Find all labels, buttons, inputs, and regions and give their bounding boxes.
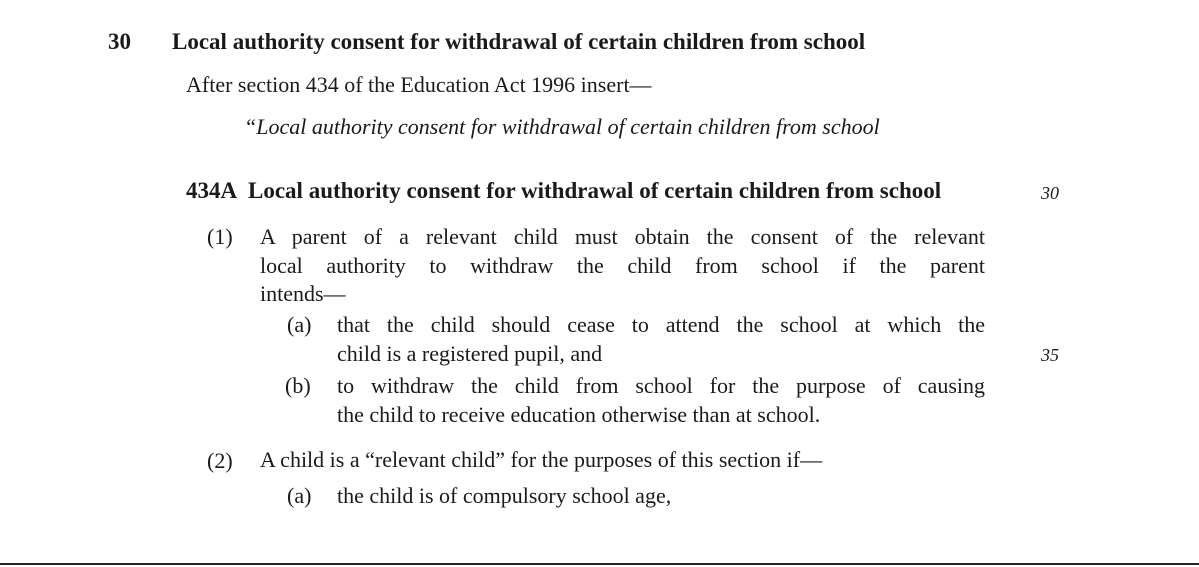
text-line: local authority to withdraw the child from school if the parent [260, 252, 985, 278]
new-section-number: 434A [186, 178, 238, 203]
section-intro: After section 434 of the Education Act 1996 insert— [186, 72, 652, 97]
subsection-number: (1) [207, 224, 233, 249]
new-section-title: Local authority consent for withdrawal of certain children from school [248, 178, 942, 203]
bottom-divider [0, 563, 1199, 565]
paragraph-text [337, 372, 985, 429]
text-line: the child to receive education otherwise than at school. [337, 401, 821, 427]
paragraph-text: the child is of compulsory school age, [337, 483, 672, 508]
text-line: child is a registered pupil, and [337, 340, 603, 366]
subsection-text [260, 223, 985, 309]
paragraph-label: (a) [287, 483, 312, 508]
text-line: intends— [260, 281, 346, 306]
paragraph-label: (b) [285, 373, 311, 398]
margin-line-number: 35 [1041, 345, 1059, 365]
paragraph-text [337, 311, 985, 368]
quoted-heading: “Local authority consent for withdrawal of certain children from school [244, 114, 880, 139]
text-line: A parent of a relevant child must obtain the consent of the relevant [260, 224, 985, 249]
section-title: Local authority consent for withdrawal of certain children from school [172, 29, 866, 54]
margin-line-number: 30 [1041, 183, 1059, 203]
section-number: 30 [108, 29, 131, 54]
subsection-number: (2) [207, 448, 233, 473]
text-line: to withdraw the child from school for the purpose of causing [337, 373, 985, 398]
subsection-text: A child is a “relevant child” for the purposes of this section if— [260, 447, 823, 472]
paragraph-label: (a) [287, 312, 312, 337]
text-line: that the child should cease to attend the school at which the [337, 312, 985, 337]
